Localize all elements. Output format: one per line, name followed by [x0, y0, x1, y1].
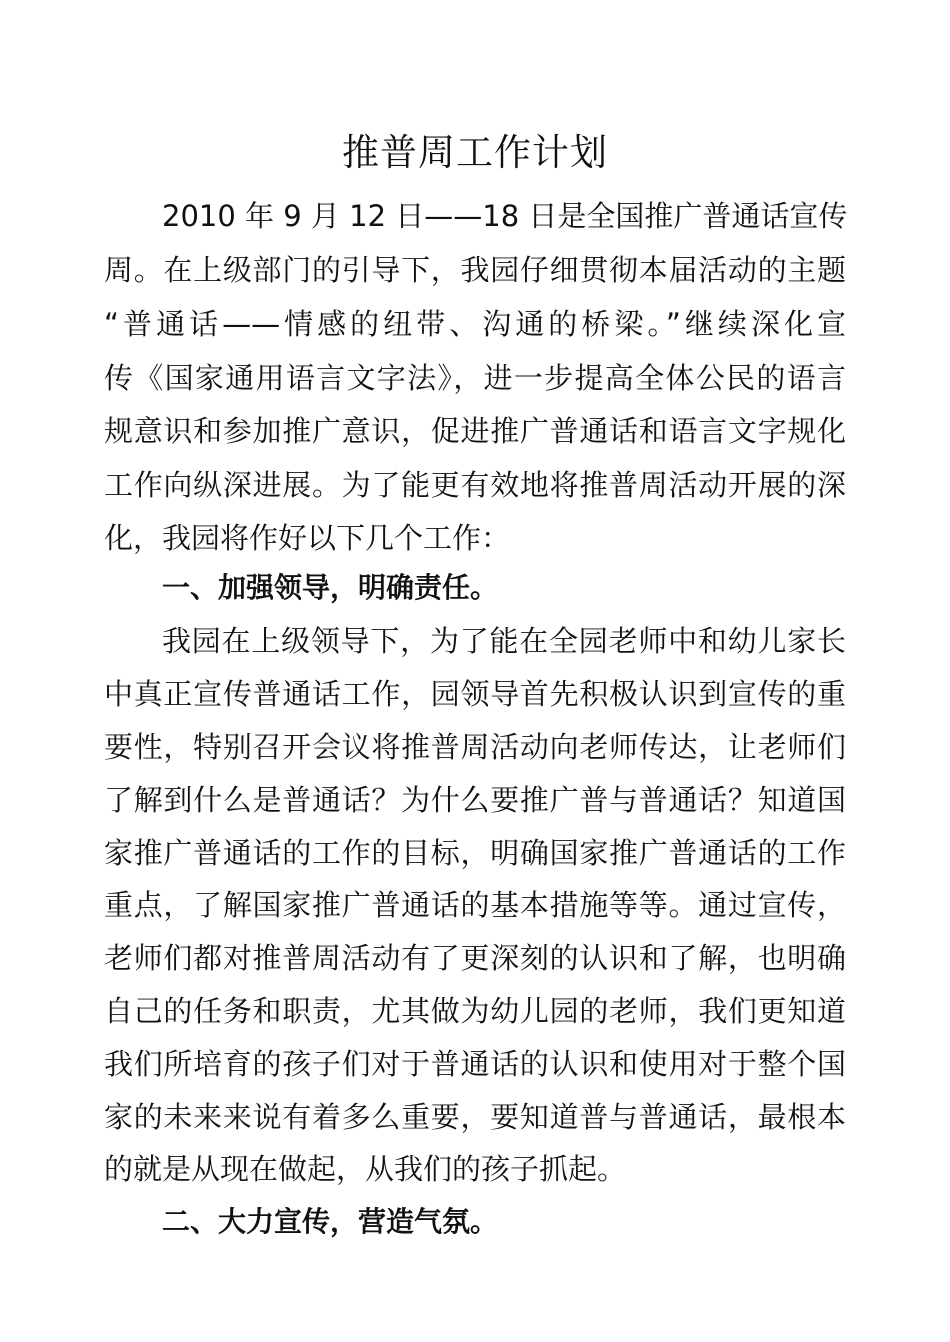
paragraph-1-line-2: 周。在上级部门的引导下，我园仔细贯彻本届活动的主题 — [104, 253, 846, 287]
paragraph-2-line-2: 中真正宣传普通话工作，园领导首先积极认识到宣传的重 — [104, 677, 846, 711]
paragraph-2-line-10: 家的未来来说有着多么重要，要知道普与普通话，最根本 — [104, 1100, 846, 1134]
section-heading-1: 一、加强领导，明确责任。 — [162, 571, 499, 604]
paragraph-1-line-6: 工作向纵深进展。为了能更有效地将推普周活动开展的深 — [104, 468, 846, 502]
paragraph-2-line-9: 我们所培育的孩子们对于普通话的认识和使用对于整个国 — [104, 1047, 846, 1081]
paragraph-2-line-7: 老师们都对推普周活动有了更深刻的认识和了解，也明确 — [104, 941, 846, 975]
paragraph-2-line-5: 家推广普通话的工作的目标，明确国家推广普通话的工作 — [104, 836, 846, 870]
paragraph-2-line-6: 重点，了解国家推广普通话的基本措施等等。通过宣传， — [104, 888, 846, 922]
paragraph-2-line-11: 的就是从现在做起，从我们的孩子抓起。 — [104, 1152, 627, 1186]
paragraph-2-line-3: 要性，特别召开会议将推普周活动向老师传达，让老师们 — [104, 730, 846, 764]
paragraph-1-line-3: “普通话——情感的纽带、沟通的桥梁。”继续深化宣 — [104, 307, 846, 341]
paragraph-1-line-5: 规意识和参加推广意识，促进推广普通话和语言文字规化 — [104, 414, 846, 448]
paragraph-2-line-1: 我园在上级领导下，为了能在全园老师中和幼儿家长 — [162, 624, 846, 658]
paragraph-2-line-4: 了解到什么是普通话？为什么要推广普与普通话？知道国 — [104, 783, 846, 817]
paragraph-1-line-1: 2010 年 9 月 12 日——18 日是全国推广普通话宣传 — [162, 199, 848, 233]
document-title: 推普周工作计划 — [342, 131, 608, 174]
section-heading-2: 二、大力宣传，营造气氛。 — [162, 1205, 499, 1238]
paragraph-1-line-4: 传《国家通用语言文字法》，进一步提高全体公民的语言 — [104, 361, 846, 395]
paragraph-2-line-8: 自己的任务和职责，尤其做为幼儿园的老师，我们更知道 — [104, 994, 846, 1028]
paragraph-1-line-7: 化，我园将作好以下几个工作： — [104, 521, 511, 555]
